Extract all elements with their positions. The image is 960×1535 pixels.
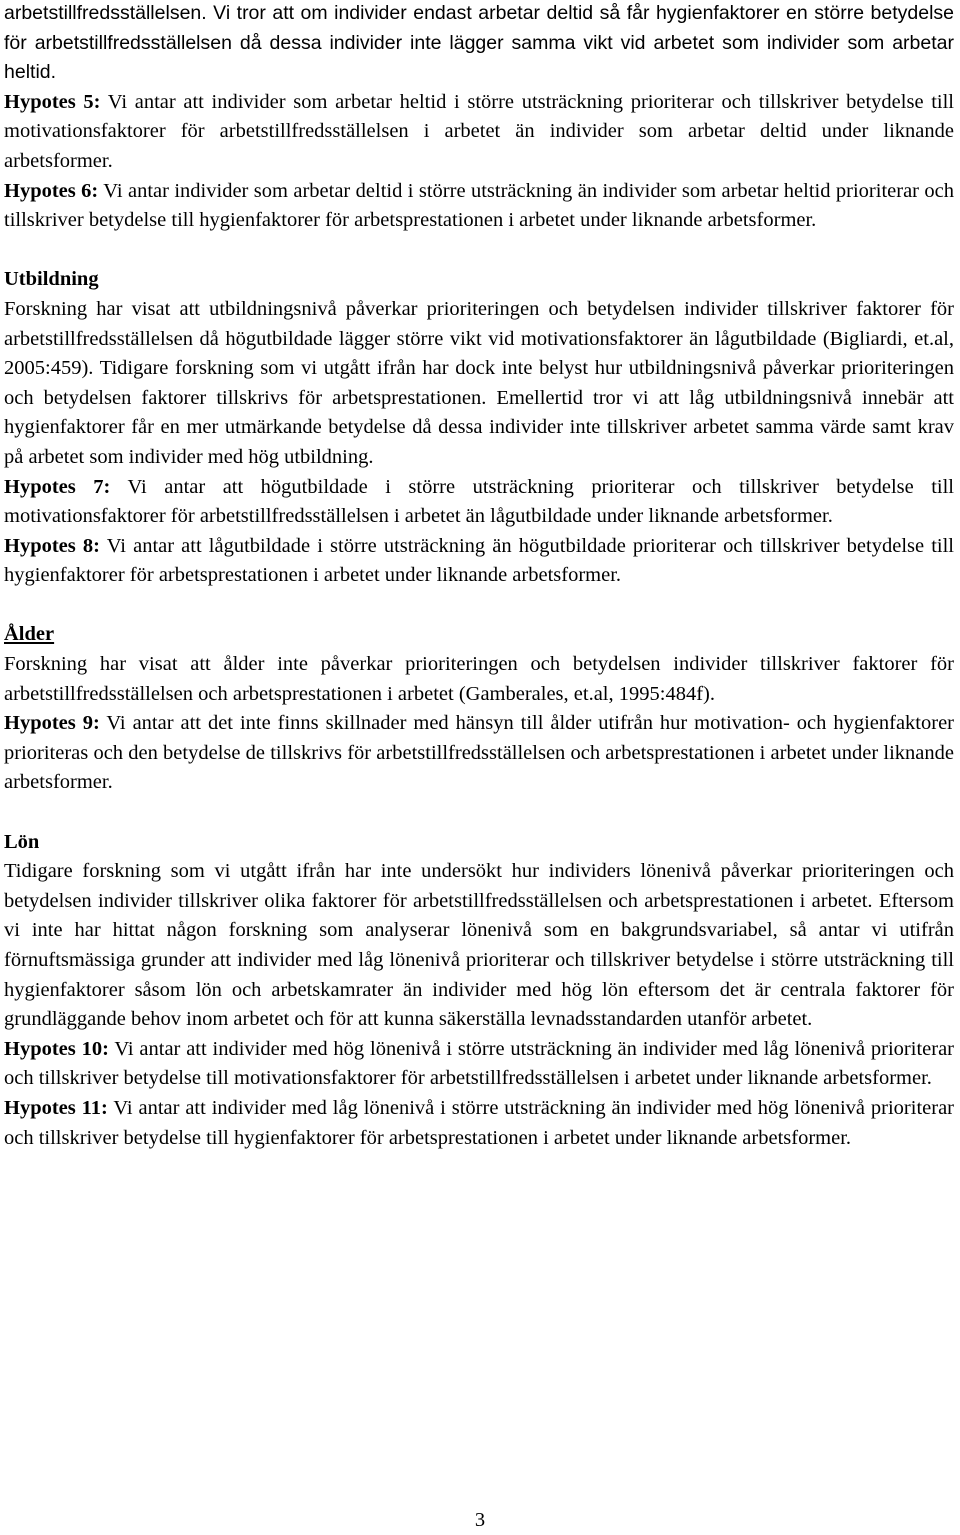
- hypothesis-7-text: Vi antar att högutbildade i större utsträckning prioriterar och tillskriver betydelse till motivationsfaktorer för arbetstillfredsställelsen i arbetet än lågutbildade under liknande arbetsformer.: [4, 475, 954, 528]
- section-gap: [4, 591, 954, 621]
- hypothesis-5-text: Vi antar att individer som arbetar heltid i större utsträckning prioriterar och tillskriver betydelse till motivationsfaktorer för arbetstillfredsställelsen i arbetet än individer som arbetar deltid under liknande arbetsformer.: [4, 90, 954, 172]
- hypothesis-8-label: Hypotes 8:: [4, 534, 100, 557]
- hypothesis-9: [4, 709, 954, 798]
- hypothesis-6-label: Hypotes 6:: [4, 179, 99, 202]
- salary-paragraph: Tidigare forskning som vi utgått ifrån har inte undersökt hur individers lönenivå påverkar prioriteringen och betydelsen individer tillskriver olika faktorer för arbetstillfredsställelsen och arbetsprestationen i arbetet. Eftersom vi inte har hittat någon forskning som analyserar lönenivå som en bakgrundsvariabel, så antar vi utifrån förnuftsmässiga grunder att individer med låg lönenivå prioriterar och tillskriver betydelse i större utsträckning till hygienfaktorer såsom lön och arbetskamrater än individer med hög lön eftersom det är centrala faktorer för grundläggande behov inom arbetet och för att kunna säkerställa levnadsstandarden utanför arbetet.: [4, 860, 954, 1031]
- hypothesis-11-label: Hypotes 11:: [4, 1096, 108, 1119]
- section-gap: [4, 236, 954, 266]
- hypothesis-6: [4, 177, 954, 236]
- hypothesis-11: [4, 1094, 954, 1153]
- hypothesis-8: [4, 532, 954, 591]
- intro-sans-lead: arbetstillfredsställelsen.: [4, 2, 207, 24]
- hypothesis-6-text: Vi antar individer som arbetar deltid i större utsträckning än individer som arbetar heltid prioriterar och tillskriver betydelse till hygienfaktorer för arbetsprestationen i arbetet under liknande arbetsformer.: [4, 179, 955, 232]
- section-heading-age: [4, 620, 954, 650]
- hypothesis-9-text: Vi antar att det inte finns skillnader med hänsyn till ålder utifrån hur motivation- och hygienfaktorer prioriteras och den betydelse de tillskrivs för arbetstillfredsställelsen och arbetsprestationen i arbetet under liknande arbetsformer.: [4, 712, 954, 794]
- section-heading-salary: Lön: [4, 830, 40, 853]
- hypothesis-9-label: Hypotes 9:: [4, 712, 100, 735]
- hypothesis-5: [4, 88, 954, 177]
- education-paragraph: Forskning har visat att utbildningsnivå påverkar prioriteringen och betydelsen individer tillskriver faktorer för arbetstillfredsställelsen då högutbildade lägger större vikt vid motivationsfaktorer än lågutbildade (Bigliardi, et.al, 2005:459). Tidigare forskning som vi utgått ifrån har dock inte belyst hur utbildningsnivå påverkar prioriteringen och betydelsen faktorer tillskrivs för arbetsprestationen. Emellertid tror vi att låg utbildningsnivå innebär att hygienfaktorer får en mer utmärkande betydelse då dessa individer inte tillskriver arbetet samma värde samt krav på arbetet som individer med hög utbildning.: [4, 297, 954, 468]
- hypothesis-5-label: Hypotes 5:: [4, 90, 101, 113]
- hypothesis-7-label: Hypotes 7:: [4, 475, 111, 498]
- hypothesis-7: [4, 473, 954, 532]
- section-heading-education: Utbildning: [4, 268, 99, 291]
- age-paragraph: Forskning har visat att ålder inte påverkar prioriteringen och betydelsen individer tillskriver faktorer för arbetstillfredsställelsen och arbetsprestationen i arbetet (Gamberales, et.al, 1995:484f).: [4, 653, 954, 705]
- hypothesis-8-text: Vi antar att lågutbildade i större utsträckning än högutbildade prioriterar och tillskriver betydelse till hygienfaktorer för arbetsprestationen i arbetet under liknande arbetsformer.: [4, 534, 954, 587]
- hypothesis-10: [4, 1035, 954, 1094]
- hypothesis-10-text: Vi antar att individer med hög lönenivå i större utsträckning än individer med låg lönenivå prioriterar och tillskriver betydelse till motivationsfaktorer för arbetstillfredsställelsen i arbetet under liknande arbetsformer.: [4, 1037, 954, 1090]
- document-page: [4, 0, 954, 1153]
- section-gap: [4, 798, 954, 828]
- intro-sans-text: Vi tror att om individer endast arbetar deltid så får hygienfaktorer en större betydelse för arbetstillfredsställelsen då dessa individer inte lägger samma vikt vid arbetet som individer som arbetar heltid.: [4, 2, 954, 84]
- intro-paragraph: [4, 0, 954, 88]
- hypothesis-10-label: Hypotes 10:: [4, 1037, 109, 1060]
- hypothesis-11-text: Vi antar att individer med låg lönenivå i större utsträckning än individer med hög lönenivå prioriterar och tillskriver betydelse till hygienfaktorer för arbetsprestationen i arbetet under liknande arbetsformer.: [4, 1096, 954, 1149]
- section-heading-age-text: Ålder: [4, 623, 55, 646]
- page-number: 3: [474, 1509, 486, 1531]
